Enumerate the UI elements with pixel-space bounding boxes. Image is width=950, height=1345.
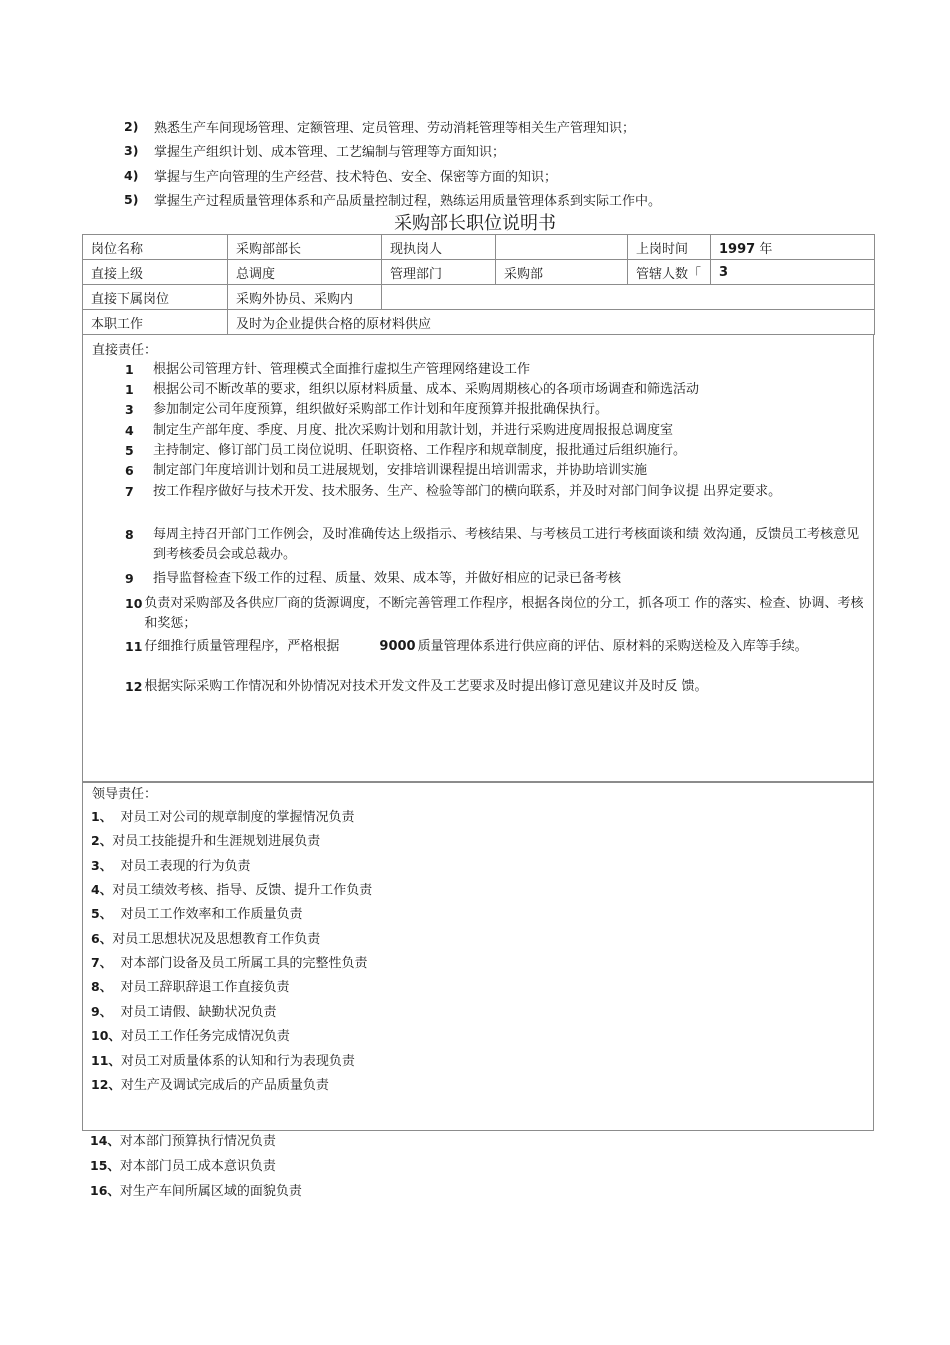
lead-number: 9、 [91,1004,113,1019]
duty-item [125,637,825,657]
lead-text: 对本部门设备及员工所属工具的完整性负责 [112,956,368,971]
intro-item [124,163,884,188]
duty-item [125,569,870,589]
lead-item [91,1051,355,1071]
tail-number: 14、 [90,1133,120,1148]
lead-text: 对生产及调试完成后的产品质量负责 [120,1078,329,1093]
duty-number: 1 [125,362,134,377]
lead-text: 对员工请假、缺勤状况负责 [112,1005,277,1020]
duty-item [125,360,870,380]
direct-duties-section [82,335,874,782]
lead-number: 5、 [91,906,113,921]
duty-text: 每周主持召开部门工作例会，及时准确传达上级指示、考核结果、与考核员工进行考核面谈和绩 效沟通，反馈员工考核意见到考核委员会或总裁办。 [153,527,860,562]
duty-number: 9 [125,571,134,586]
lead-item [91,904,302,924]
lead-text: 对员工表现的行为负责 [112,859,251,874]
job-value: 及时为企业提供合格的原材料供应 [228,310,875,335]
subordinate-extra [382,285,875,310]
dept-label: 管理部门 [382,260,496,285]
subordinate-label: 直接下属岗位 [83,285,228,310]
duty-number: 8 [125,527,134,542]
position-label: 岗位名称 [83,235,228,260]
intro-list [124,114,884,212]
duty-text: 制定生产部年度、季度、月度、批次采购计划和用款计划，并进行采购进度周报报总调度室 [153,423,674,438]
duty-text-part: 仔细推行质量管理程序，严格根据 [144,639,340,654]
document-title: 采购部长职位说明书 [394,213,556,234]
lead-number: 11、 [91,1053,121,1068]
lead-text: 对员工技能提升和生涯规划进展负责 [112,834,321,849]
duty-item [125,525,870,565]
table-row [83,260,875,285]
start-year: 1997 [719,241,756,257]
duty-item [125,677,870,697]
tail-text: 对生产车间所属区域的面貌负责 [119,1184,302,1199]
lead-number: 4、 [91,882,113,897]
duty-item [125,421,870,441]
incumbent-label: 现执岗人 [382,235,496,260]
lead-text: 对员工工作任务完成情况负责 [120,1029,290,1044]
item-text: 掌握生产过程质量管理体系和产品质量控制过程，熟练运用质量管理体系到实际工作中。 [154,194,662,210]
lead-text: 对员工对质量体系的认知和行为表现负责 [120,1054,355,1069]
tail-text: 对本部门预算执行情况负责 [119,1134,276,1149]
leadership-duties-section [82,782,874,1131]
lead-item [91,807,354,827]
item-text: 掌握与生产向管理的生产经营、技术特色、安全、保密等方面的知识； [154,169,558,185]
lead-number: 10、 [91,1028,121,1043]
item-number: 2) [124,118,139,134]
lead-item [91,856,250,876]
direct-duties-label: 直接责任： [92,343,158,358]
table-row [83,235,875,260]
lead-item [91,929,320,949]
lead-number: 1、 [91,809,113,824]
duty-text: 根据公司不断改革的要求，组织以原材料质量、成本、采购周期核心的各项市场调查和筛选活动 [153,382,700,397]
duty-item [125,380,870,400]
lead-number: 6、 [91,931,113,946]
duty-text: 制定部门年度培训计划和员工进展规划，安排培训课程提出培训需求，并协助培训实施 [153,463,648,478]
duty-number: 11 [125,639,143,654]
duty-number: 3 [125,402,134,417]
tail-item [90,1131,276,1151]
duty-number: 10 [125,596,143,611]
duty-text [144,637,825,657]
duty-text: 按工作程序做好与技术开发、技术服务、生产、检验等部门的横向联系，并及时对部门间争议提 出界定要求。 [153,484,782,499]
duty-text: 参加制定公司年度预算，组织做好采购部工作计划和年度预算并报批确保执行。 [153,402,609,417]
duty-number: 12 [125,679,143,694]
item-number: 3) [124,143,139,159]
start-unit: 年 [759,241,773,257]
lead-item [91,831,320,851]
tail-text: 对本部门员工成本意识负责 [119,1159,276,1174]
lead-text: 对员工工作效率和工作质量负责 [112,907,303,922]
lead-text: 对员工对公司的规章制度的掌握情况负责 [112,810,355,825]
headcount-label: 管辖人数「 [628,260,711,285]
duty-number: 7 [125,484,134,499]
headcount-value: 3 [711,260,875,285]
tail-item [90,1156,276,1176]
table-row [83,285,875,310]
lead-text: 对员工思想状况及思想教育工作负责 [112,932,321,947]
lead-item [91,880,372,900]
table-row [83,310,875,335]
duty-text: 根据实际采购工作情况和外协情况对技术开发文件及工艺要求及时提出修订意见建议并及时反 馈。 [144,679,708,694]
start-value [711,235,875,260]
duty-item [125,594,870,634]
start-label: 上岗时间 [628,235,711,260]
duty-standard-number: 9000 [379,639,416,654]
duty-text: 指导监督检查下级工作的过程、质量、效果、成本等，并做好相应的记录已备考核 [153,571,622,586]
duty-number: 4 [125,423,134,438]
intro-item [124,139,884,164]
lead-text: 对员工辞职辞退工作直接负责 [112,980,290,995]
lead-number: 3、 [91,858,113,873]
superior-label: 直接上级 [83,260,228,285]
lead-number: 2、 [91,833,113,848]
duty-item [125,400,870,420]
lead-item [91,977,289,997]
dept-value: 采购部 [496,260,628,285]
tail-number: 15、 [90,1158,120,1173]
lead-number: 12、 [91,1077,121,1092]
superior-value: 总调度 [228,260,382,285]
item-number: 5) [124,192,139,208]
lead-number: 7、 [91,955,113,970]
lead-text: 对员工绩效考核、指导、反馈、提升工作负责 [112,883,373,898]
job-label: 本职工作 [83,310,228,335]
lead-item [91,1026,290,1046]
duty-number: 1 [125,382,134,397]
item-text: 掌握生产组织计划、成本管理、工艺编制与管理等方面知识； [154,145,506,161]
duty-text-part: 质量管理体系进行供应商的评估、原材料的采购送检及入库等手续。 [417,639,808,654]
duty-text: 主持制定、修订部门员工岗位说明、任职资格、工作程序和规章制度，报批通过后组织施行。 [153,443,687,458]
item-number: 4) [124,167,139,183]
duty-number: 5 [125,443,134,458]
lead-item [91,953,367,973]
lead-item [91,1002,276,1022]
info-table [82,234,875,335]
duty-text: 根据公司管理方针、管理模式全面推行虚拟生产管理网络建设工作 [153,362,531,377]
incumbent-value [496,235,628,260]
duty-item [125,461,870,481]
tail-item [90,1181,302,1201]
intro-item [124,114,884,139]
duty-item [125,441,870,461]
tail-number: 16、 [90,1183,120,1198]
duty-number: 6 [125,463,134,478]
leadership-duties-label: 领导责任： [92,787,158,802]
duty-item [125,482,870,502]
item-text: 熟悉生产车间现场管理、定额管理、定员管理、劳动消耗管理等相关生产管理知识； [154,120,636,136]
duty-text: 负责对采购部及各供应厂商的货源调度，不断完善管理工作程序，根据各岗位的分工，抓各项工 作的落实、检查、协调、考核和奖惩； [144,596,864,631]
subordinate-value: 采购外协员、采购内 [228,285,382,310]
lead-number: 8、 [91,979,113,994]
position-value: 采购部部长 [228,235,382,260]
lead-item [91,1075,329,1095]
